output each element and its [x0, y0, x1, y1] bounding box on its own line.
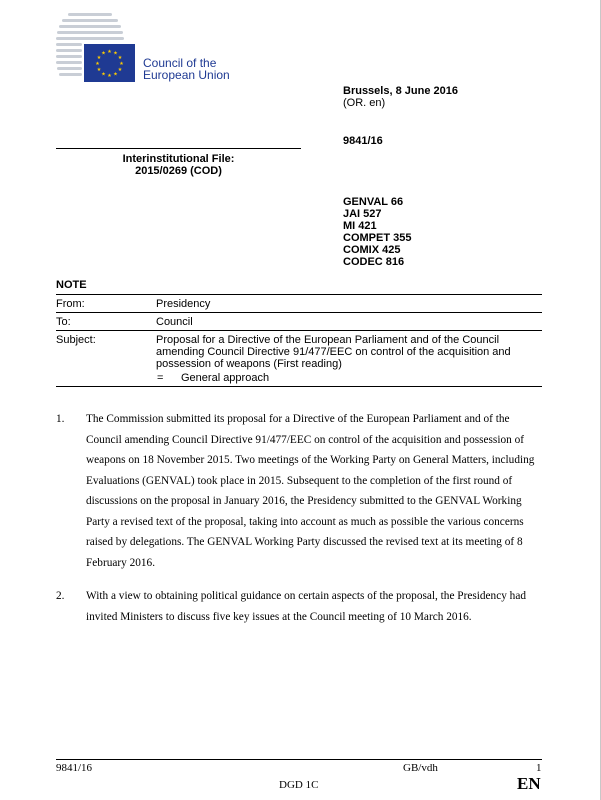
document-codes: [343, 196, 411, 268]
note-table: [56, 294, 542, 387]
paragraph-number: 2.: [56, 590, 65, 602]
subject-label: Subject:: [56, 334, 96, 346]
to-label: To:: [56, 316, 71, 328]
footer-divider: [56, 759, 542, 760]
paragraph-text: With a view to obtaining political guidance on certain aspects of the proposal, the Presidency had invited Ministers to discuss five key issues at the Council meeting of 10 March 2016.: [86, 590, 526, 623]
svg-text:★: ★: [113, 71, 118, 78]
svg-text:★: ★: [96, 67, 102, 73]
svg-text:★: ★: [101, 50, 106, 57]
approach-value: General approach: [181, 372, 270, 384]
note-row-subject: [56, 331, 542, 386]
council-name: [143, 57, 230, 81]
svg-text:★: ★: [117, 67, 123, 73]
code-line: COMIX 425: [343, 244, 401, 256]
interinstitutional-label: Interinstitutional File:: [122, 153, 235, 165]
subject-value: Proposal for a Directive of the European Parliament and of the Council amending Council Directive 91/477/EEC on control of the acquisition and possession of weapons (First reading): [156, 334, 511, 370]
svg-text:★: ★: [107, 73, 112, 79]
code-line: MI 421: [343, 220, 377, 232]
interinstitutional-number: 2015/0269 (COD): [135, 165, 222, 177]
council-name-line2: European Union: [143, 68, 230, 82]
from-label: From:: [56, 298, 85, 310]
note-row-from: [56, 295, 542, 313]
paragraph-text: The Commission submitted its proposal for a Directive of the European Parliament and of the Council amending Council Directive 91/477/EEC on control of the acquisition and possession of weapons on 18 November 2015. Two meetings of the Working Party on General Matters, including Evaluations (GENVAL) took place in 2015. Subsequent to the completion of the first round of discussions on the proposal in January 2016, the Presidency submitted to the GENVAL Working Party a revised text of the proposal, taking into account as much as possible the various concerns raised by delegations. The GENVAL Working Party discussed the revised text at its meeting of 8 February 2016.: [86, 413, 535, 569]
svg-text:★: ★: [117, 55, 123, 61]
footer-department: DGD 1C: [279, 779, 319, 791]
footer-language: EN: [517, 774, 541, 793]
subject-value-block: [156, 334, 542, 384]
svg-text:★: ★: [107, 49, 112, 55]
note-title: NOTE: [56, 279, 87, 291]
code-line: JAI 527: [343, 208, 382, 220]
council-name-line1: Council of the: [143, 56, 217, 70]
to-value: Council: [156, 316, 193, 328]
interinstitutional-file: [56, 148, 301, 177]
svg-text:★: ★: [95, 61, 100, 67]
document-number: 9841/16: [343, 135, 383, 147]
svg-text:★: ★: [101, 71, 106, 78]
footer-page-number: 1: [536, 762, 542, 774]
paragraph-2: [56, 586, 546, 627]
original-language: (OR. en): [343, 97, 386, 109]
code-line: COMPET 355: [343, 232, 412, 244]
code-line: CODEC 816: [343, 256, 405, 268]
city-date: Brussels, 8 June 2016: [343, 85, 458, 97]
svg-text:★: ★: [96, 55, 102, 61]
footer-initials: GB/vdh: [403, 762, 438, 774]
code-line: GENVAL 66: [343, 196, 404, 208]
footer-doc-number: 9841/16: [56, 762, 93, 774]
approach-line: [156, 372, 542, 384]
svg-text:★: ★: [113, 50, 118, 57]
svg-text:★: ★: [119, 61, 124, 67]
eu-flag-icon: [84, 44, 135, 82]
from-value: Presidency: [156, 298, 211, 310]
note-row-to: [56, 313, 542, 331]
approach-equals: =: [157, 372, 164, 384]
paragraph-number: 1.: [56, 413, 65, 425]
paragraph-1: [56, 409, 546, 573]
